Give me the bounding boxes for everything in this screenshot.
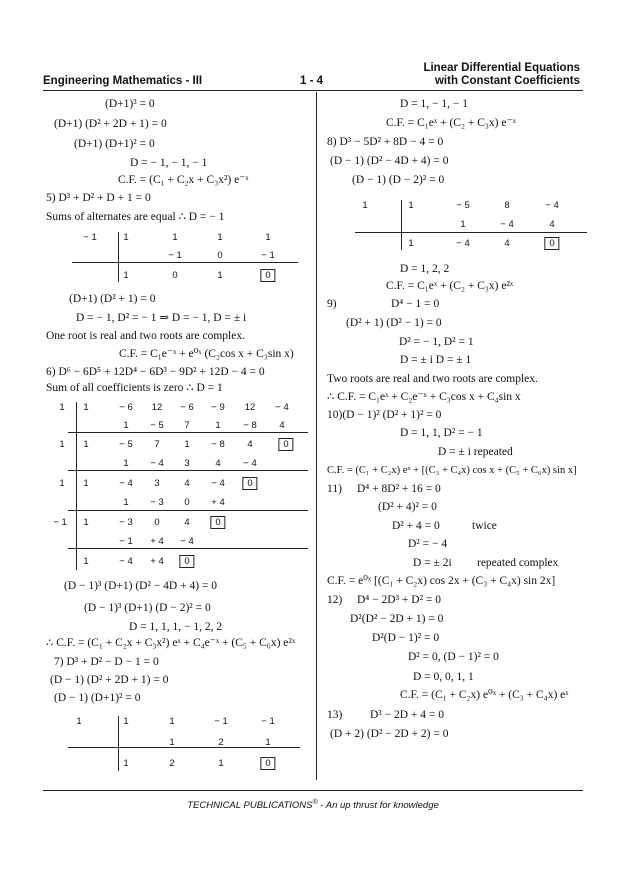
- table-cell: 1: [218, 758, 224, 769]
- table-cell: − 4: [211, 478, 225, 489]
- problem-7-heading: 7) D³ + D² − D − 1 = 0: [54, 656, 159, 668]
- table-cell: − 1: [261, 250, 275, 261]
- table-cell: − 1: [83, 232, 97, 243]
- table-cell: − 4: [119, 556, 133, 567]
- table-cell: 4: [504, 238, 510, 249]
- table-cell: + 4: [150, 536, 164, 547]
- table-cell: 2: [218, 737, 224, 748]
- equation-line: (D − 1) (D² − 4D + 4) = 0: [330, 155, 449, 167]
- equation-line: twice: [472, 520, 497, 532]
- equation-line: (D+1) (D² + 1) = 0: [69, 293, 156, 305]
- header-right-line1: Linear Differential Equations: [423, 62, 580, 74]
- table-cell: − 4: [456, 238, 470, 249]
- table-cell: + 4: [211, 497, 225, 508]
- header-rule: [43, 90, 583, 91]
- table-cell: 1: [265, 737, 271, 748]
- table-cell: 1: [215, 420, 221, 431]
- equation-line: ∴ C.F. = C₁eˣ + C₂e⁻ˣ + C₃cos x + C₄sin x: [327, 391, 521, 403]
- remainder-cell: 0: [210, 516, 225, 529]
- remainder-cell: 0: [260, 269, 275, 282]
- table-cell: 0: [217, 250, 223, 261]
- equation-line: D = 1, 1, 1, − 1, 2, 2: [129, 621, 223, 633]
- table-cell: − 5: [456, 200, 470, 211]
- header-page-number: 1 - 4: [300, 75, 324, 87]
- table-cell: 1: [408, 238, 414, 249]
- equation-line: (D − 1) (D+1)² = 0: [54, 692, 141, 704]
- table-cell: 1: [83, 556, 89, 567]
- table-cell: 3: [154, 478, 160, 489]
- equation-line: repeated complex: [477, 557, 559, 569]
- equation-line: D = 1, − 1, − 1: [400, 98, 469, 110]
- equation-line: D⁴ − 1 = 0: [391, 298, 440, 310]
- table-cell: 1: [217, 270, 223, 281]
- table-cell: − 9: [211, 402, 225, 413]
- table-cell: − 4: [500, 219, 514, 230]
- synthetic-division-table: [46, 232, 286, 287]
- table-cell: 1: [83, 478, 89, 489]
- table-cell: 1: [83, 517, 89, 528]
- table-cell: − 4: [243, 458, 257, 469]
- registered-mark: ®: [312, 799, 318, 806]
- table-cell: 4: [184, 478, 190, 489]
- equation-line: D = 1, 1, D² = − 1: [400, 427, 483, 439]
- equation-line: (D+1) (D+1)² = 0: [74, 138, 155, 150]
- table-cell: − 1: [214, 716, 228, 727]
- table-cell: + 4: [150, 556, 164, 567]
- table-cell: 4: [215, 458, 221, 469]
- equation-line: (D − 1)³ (D+1) (D² − 4D + 4) = 0: [64, 580, 218, 592]
- problem-13-heading: 13): [327, 709, 343, 721]
- table-cell: − 1: [53, 517, 67, 528]
- table-cell: 1: [460, 219, 466, 230]
- equation-line: (D − 1) (D² + 2D + 1) = 0: [50, 674, 169, 686]
- equation-line: Two roots are real and two roots are complex.: [327, 373, 538, 385]
- problem-5-heading: 5) D³ + D² + D + 1 = 0: [46, 192, 151, 204]
- equation-line: (D² + 1) (D² − 1) = 0: [346, 317, 442, 329]
- equation-line: (D + 2) (D² − 2D + 2) = 0: [330, 728, 449, 740]
- equation-line: (D − 1)³ (D+1) (D − 2)² = 0: [84, 602, 211, 614]
- column-divider: [316, 92, 317, 780]
- table-cell: 4: [549, 219, 555, 230]
- table-cell: − 3: [119, 517, 133, 528]
- equation-line: (D² + 4)² = 0: [378, 501, 437, 513]
- problem-9-heading: 9): [327, 298, 337, 310]
- equation-line: One root is real and two roots are complex.: [46, 330, 245, 342]
- table-cell: − 4: [275, 402, 289, 413]
- table-cell: 1: [83, 439, 89, 450]
- table-cell: 0: [172, 270, 178, 281]
- table-cell: 1: [123, 458, 129, 469]
- table-cell: − 8: [211, 439, 225, 450]
- problem-12-heading: 12): [327, 594, 343, 606]
- equation-line: D = − 1, − 1, − 1: [130, 157, 208, 169]
- equation-line: D² + 4 = 0: [392, 520, 440, 532]
- table-cell: 1: [362, 200, 368, 211]
- equation-line: D² = − 1, D² = 1: [399, 336, 474, 348]
- remainder-cell: 0: [544, 237, 559, 250]
- table-cell: − 1: [168, 250, 182, 261]
- remainder-cell: 0: [260, 757, 275, 770]
- equation-line: D = − 1, D² = − 1 ⇒ D = − 1, D = ± i: [76, 312, 247, 324]
- footer-brand: TECHNICAL PUBLICATIONS: [187, 800, 313, 812]
- equation-line: D = 1, 2, 2: [400, 263, 450, 275]
- equation-line: C.F. = (C₁ + C₂x) e⁰ˣ + (C₃ + C₄x) eˣ: [400, 689, 569, 701]
- table-cell: 1: [169, 716, 175, 727]
- table-cell: − 1: [261, 716, 275, 727]
- equation-line: D = 0, 0, 1, 1: [413, 671, 474, 683]
- equation-line: D² = 0, (D − 1)² = 0: [408, 651, 499, 663]
- equation-line: D⁴ − 2D³ + D² = 0: [357, 594, 442, 606]
- table-cell: 7: [184, 420, 190, 431]
- table-cell: 1: [123, 420, 129, 431]
- table-cell: 4: [247, 439, 253, 450]
- equation-line: ∴ C.F. = (C₁ + C₂x + C₃x²) eˣ + C₄e⁻ˣ + (C₅ + C₆x) e²ˣ: [46, 637, 296, 649]
- header-right-line2: with Constant Coefficients: [434, 75, 580, 87]
- table-cell: 1: [76, 716, 82, 727]
- synthetic-division-table: [46, 716, 296, 776]
- equation-line: C.F. = (C₁ + C₂x + C₃x²) e⁻ˣ: [118, 174, 249, 186]
- equation-line: (D − 1) (D − 2)² = 0: [352, 174, 445, 186]
- table-cell: − 4: [545, 200, 559, 211]
- remainder-cell: 0: [179, 555, 194, 568]
- table-cell: 1: [217, 232, 223, 243]
- table-cell: 1: [123, 497, 129, 508]
- equation-line: D²(D − 1)² = 0: [372, 632, 440, 644]
- footer-tagline: - An up thrust for knowledge: [317, 800, 439, 812]
- table-cell: 7: [154, 439, 160, 450]
- equation-line: D = ± 2i: [413, 557, 452, 569]
- table-cell: 12: [244, 402, 256, 413]
- table-cell: 8: [504, 200, 510, 211]
- equation-line: C.F. = e⁰ˣ [(C₁ + C₂x) cos 2x + (C₃ + C₄x) sin 2x]: [327, 575, 556, 587]
- table-cell: 1: [265, 232, 271, 243]
- table-cell: 1: [59, 439, 65, 450]
- footer: [0, 799, 626, 811]
- table-cell: − 8: [243, 420, 257, 431]
- table-cell: − 6: [180, 402, 194, 413]
- table-cell: − 3: [150, 497, 164, 508]
- table-cell: 1: [59, 478, 65, 489]
- equation-line: D⁴ + 8D² + 16 = 0: [357, 483, 441, 495]
- table-cell: 1: [83, 402, 89, 413]
- table-cell: − 4: [150, 458, 164, 469]
- table-cell: 1: [123, 716, 129, 727]
- table-cell: 1: [169, 737, 175, 748]
- table-cell: − 4: [180, 536, 194, 547]
- equation-line: D = ± i D = ± 1: [400, 354, 472, 366]
- equation-line: Sums of alternates are equal ∴ D = − 1: [46, 211, 225, 223]
- equation-line: C.F. = (C₁ + C₂x) eˣ + [(C₃ + C₄x) cos x + (C₅ + C₆x) sin x]: [327, 465, 577, 476]
- equation-line: C.F. = C₁eˣ + (C₂ + C₃x) e⁻ˣ: [386, 117, 516, 129]
- table-cell: 0: [154, 517, 160, 528]
- equation-line: D² = − 4: [408, 538, 448, 550]
- table-cell: 4: [184, 517, 190, 528]
- table-cell: 1: [59, 402, 65, 413]
- table-cell: − 5: [150, 420, 164, 431]
- table-cell: 1: [172, 232, 178, 243]
- equation-line: (D+1)³ = 0: [105, 98, 155, 110]
- table-cell: − 5: [119, 439, 133, 450]
- header-left: Engineering Mathematics - III: [43, 75, 203, 87]
- problem-10-heading: 10)(D − 1)² (D² + 1)² = 0: [327, 409, 442, 421]
- equation-line: (D+1) (D² + 2D + 1) = 0: [54, 118, 167, 130]
- equation-line: Sum of all coefficients is zero ∴ D = 1: [46, 382, 223, 394]
- equation-line: C.F. = C₁e⁻ˣ + e⁰ˣ (C₂cos x + C₃sin x): [119, 348, 294, 360]
- synthetic-division-table: [327, 200, 587, 255]
- equation-line: D = ± i repeated: [438, 446, 513, 458]
- table-cell: 1: [123, 758, 129, 769]
- equation-line: C.F. = C₁eˣ + (C₂ + C₃x) e²ˣ: [386, 280, 514, 292]
- table-cell: 1: [408, 200, 414, 211]
- table-cell: 0: [184, 497, 190, 508]
- remainder-cell: 0: [278, 438, 293, 451]
- table-cell: 3: [184, 458, 190, 469]
- synthetic-division-table: [46, 402, 311, 574]
- table-cell: 1: [123, 270, 129, 281]
- problem-8-heading: 8) D³ − 5D² + 8D − 4 = 0: [327, 136, 444, 148]
- table-cell: 1: [123, 232, 129, 243]
- problem-11-heading: 11): [327, 483, 342, 495]
- table-cell: 4: [279, 420, 285, 431]
- table-cell: 1: [184, 439, 190, 450]
- problem-6-heading: 6) D⁶ − 6D⁵ + 12D⁴ − 6D³ − 9D² + 12D − 4 = 0: [46, 366, 265, 378]
- table-cell: 12: [151, 402, 163, 413]
- table-cell: − 1: [119, 536, 133, 547]
- table-cell: 2: [169, 758, 175, 769]
- table-cell: − 6: [119, 402, 133, 413]
- table-cell: − 4: [119, 478, 133, 489]
- remainder-cell: 0: [242, 477, 257, 490]
- footer-rule: [43, 790, 583, 791]
- equation-line: D³ − 2D + 4 = 0: [370, 709, 445, 721]
- equation-line: D²(D² − 2D + 1) = 0: [350, 613, 444, 625]
